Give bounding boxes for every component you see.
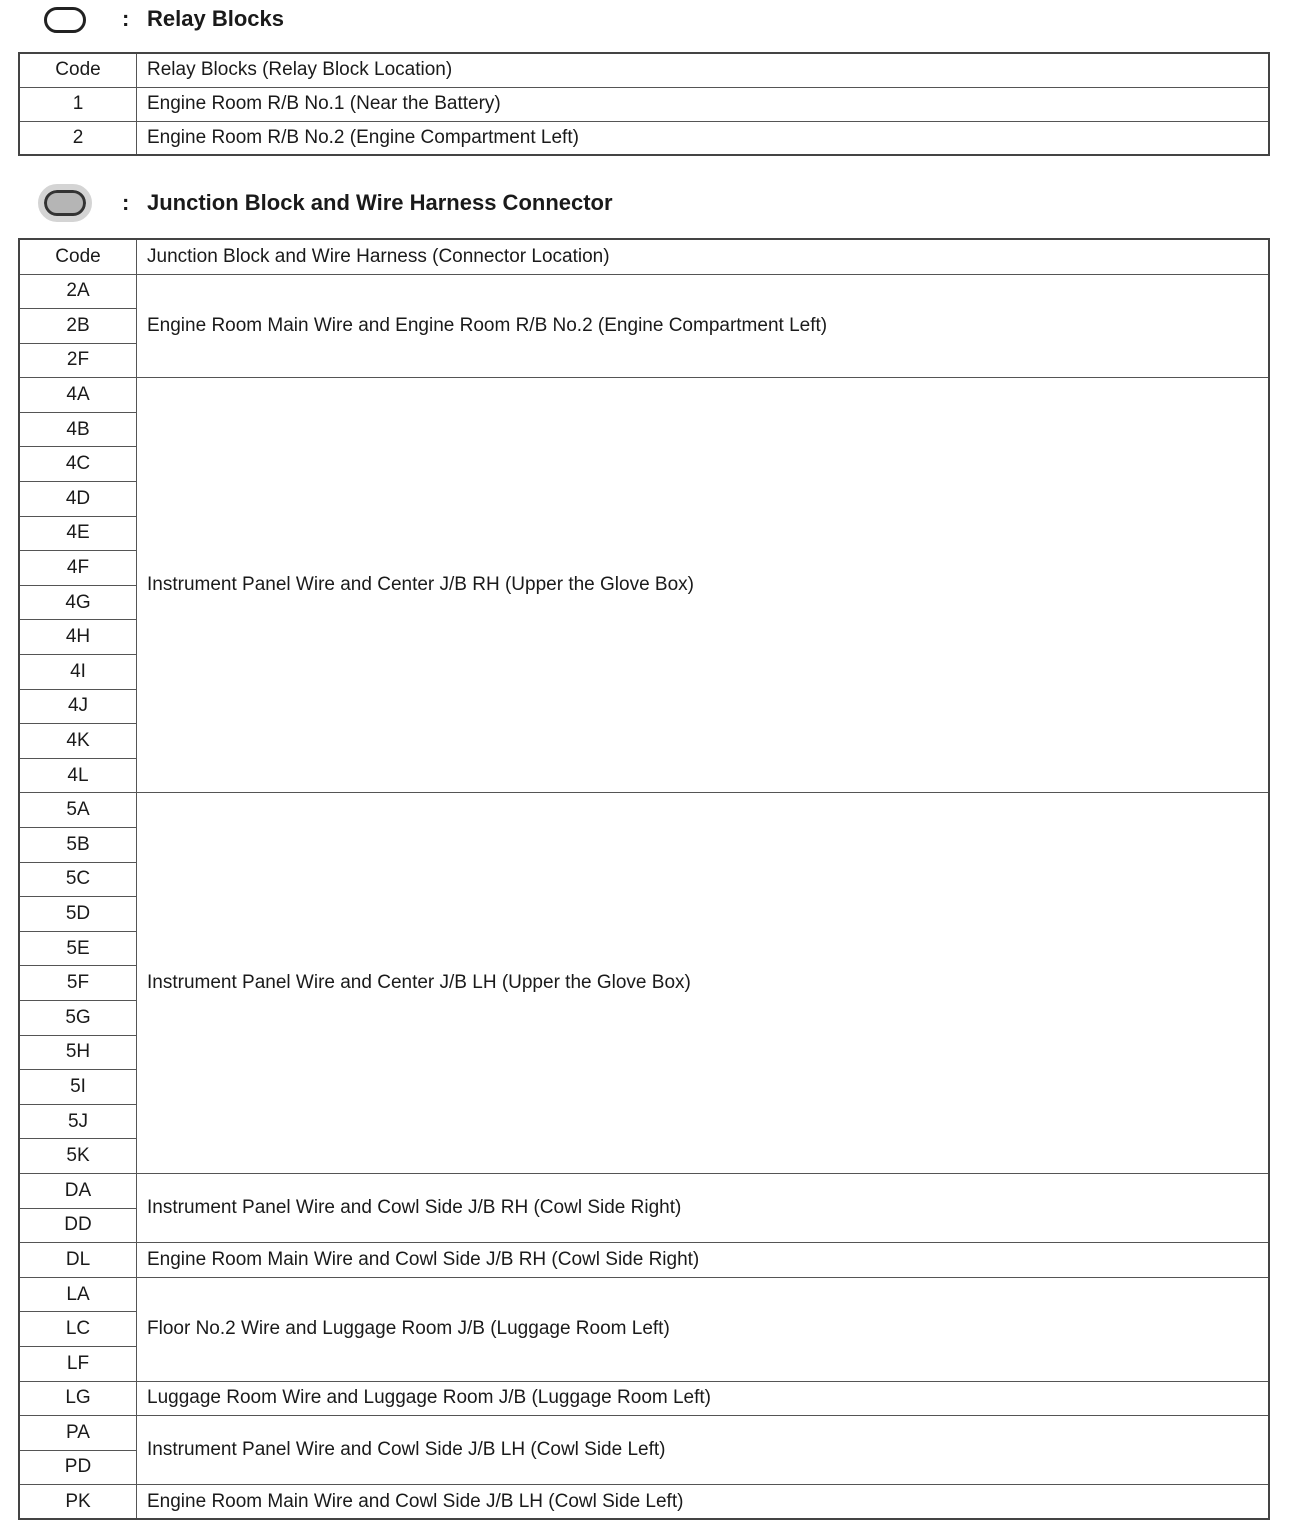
table-row xyxy=(19,87,1269,121)
code-cell: LF xyxy=(19,1346,137,1381)
code-cell: DL xyxy=(19,1243,137,1278)
table-row xyxy=(19,1485,1269,1520)
table-row xyxy=(19,1381,1269,1416)
code-cell: PD xyxy=(19,1450,137,1485)
location-cell: Instrument Panel Wire and Center J/B LH (Upper the Glove Box) xyxy=(137,793,1270,1174)
relay-blocks-heading xyxy=(0,0,1312,40)
code-cell: 2F xyxy=(19,343,137,378)
code-cell: 2A xyxy=(19,274,137,309)
code-cell: 4H xyxy=(19,620,137,655)
code-cell: 5D xyxy=(19,897,137,932)
code-cell: 5K xyxy=(19,1139,137,1174)
table-row xyxy=(19,378,1269,413)
location-cell: Engine Room R/B No.2 (Engine Compartment Left) xyxy=(137,121,1270,155)
table-header-row xyxy=(19,53,1269,87)
oval-shaded-icon xyxy=(44,190,86,216)
header-location: Junction Block and Wire Harness (Connector Location) xyxy=(137,239,1270,274)
relay-heading-title: Relay Blocks xyxy=(147,6,284,31)
code-cell: 2B xyxy=(19,309,137,344)
header-location: Relay Blocks (Relay Block Location) xyxy=(137,53,1270,87)
code-cell: 5F xyxy=(19,966,137,1001)
code-cell: 5I xyxy=(19,1070,137,1105)
table-row xyxy=(19,1243,1269,1278)
table-row xyxy=(19,1173,1269,1208)
table-row xyxy=(19,121,1269,155)
code-cell: 5J xyxy=(19,1104,137,1139)
table-row xyxy=(19,1416,1269,1451)
jb-heading-colon: : xyxy=(122,190,130,215)
location-cell: Instrument Panel Wire and Cowl Side J/B RH (Cowl Side Right) xyxy=(137,1173,1270,1242)
code-cell: 4L xyxy=(19,758,137,793)
location-cell: Engine Room R/B No.1 (Near the Battery) xyxy=(137,87,1270,121)
code-cell: 4K xyxy=(19,724,137,759)
code-cell: 4E xyxy=(19,516,137,551)
code-cell: 5E xyxy=(19,931,137,966)
code-cell: 5A xyxy=(19,793,137,828)
code-cell: PK xyxy=(19,1485,137,1520)
code-cell: 4B xyxy=(19,412,137,447)
code-cell: 4I xyxy=(19,655,137,690)
code-cell: 2 xyxy=(19,121,137,155)
code-cell: 4G xyxy=(19,585,137,620)
code-cell: LG xyxy=(19,1381,137,1416)
code-cell: 4A xyxy=(19,378,137,413)
oval-outline-icon xyxy=(44,7,86,33)
code-cell: 5H xyxy=(19,1035,137,1070)
code-cell: 4C xyxy=(19,447,137,482)
header-code: Code xyxy=(19,53,137,87)
location-cell: Instrument Panel Wire and Center J/B RH (Upper the Glove Box) xyxy=(137,378,1270,793)
code-cell: LA xyxy=(19,1277,137,1312)
jb-heading-title: Junction Block and Wire Harness Connector xyxy=(147,190,613,215)
code-cell: 5B xyxy=(19,828,137,863)
junction-block-heading xyxy=(0,184,1312,224)
location-cell: Engine Room Main Wire and Cowl Side J/B LH (Cowl Side Left) xyxy=(137,1485,1270,1520)
code-cell: 1 xyxy=(19,87,137,121)
code-cell: PA xyxy=(19,1416,137,1451)
code-cell: 4J xyxy=(19,689,137,724)
table-row xyxy=(19,793,1269,828)
code-cell: 4F xyxy=(19,551,137,586)
code-cell: 4D xyxy=(19,482,137,517)
header-code: Code xyxy=(19,239,137,274)
table-row xyxy=(19,1277,1269,1312)
code-cell: DA xyxy=(19,1173,137,1208)
location-cell: Luggage Room Wire and Luggage Room J/B (Luggage Room Left) xyxy=(137,1381,1270,1416)
location-cell: Floor No.2 Wire and Luggage Room J/B (Luggage Room Left) xyxy=(137,1277,1270,1381)
code-cell: DD xyxy=(19,1208,137,1243)
code-cell: 5G xyxy=(19,1000,137,1035)
code-cell: LC xyxy=(19,1312,137,1347)
table-row xyxy=(19,274,1269,309)
code-cell: 5C xyxy=(19,862,137,897)
junction-block-table xyxy=(18,238,1270,1520)
relay-blocks-table xyxy=(18,52,1270,156)
relay-heading-colon: : xyxy=(122,6,130,31)
location-cell: Instrument Panel Wire and Cowl Side J/B LH (Cowl Side Left) xyxy=(137,1416,1270,1485)
location-cell: Engine Room Main Wire and Engine Room R/B No.2 (Engine Compartment Left) xyxy=(137,274,1270,378)
location-cell: Engine Room Main Wire and Cowl Side J/B RH (Cowl Side Right) xyxy=(137,1243,1270,1278)
table-header-row xyxy=(19,239,1269,274)
